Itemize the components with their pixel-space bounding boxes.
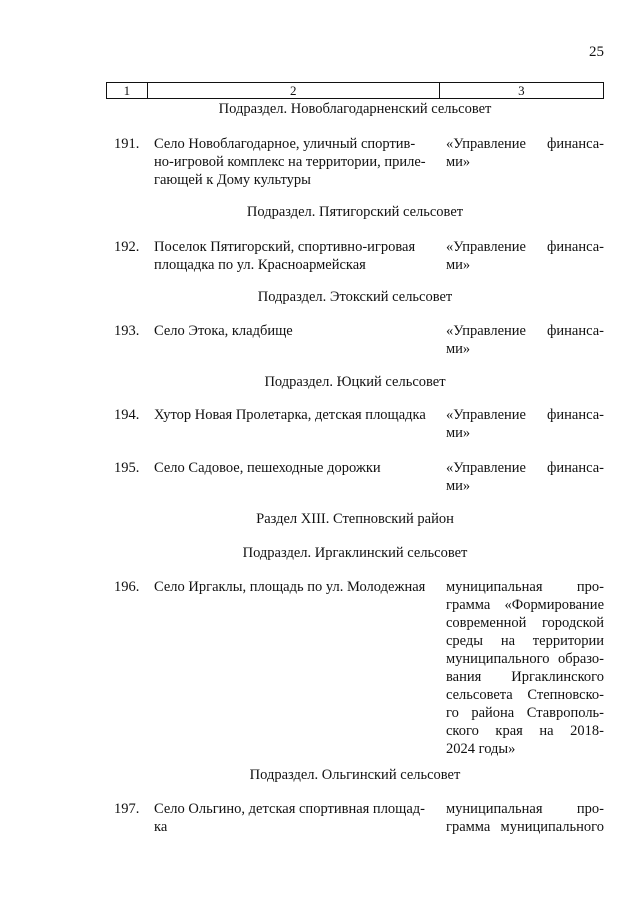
responsible-line [446,614,604,632]
subsection-heading: Подраздел. Иргаклинский сельсовет [242,545,468,561]
responsible-line [446,238,604,256]
object-name-line: Село Этока, кладбище [154,323,293,339]
responsible-line [446,596,604,614]
responsible-line [446,722,604,740]
object-name-line: Село Садовое, пешеходные дорожки [154,460,381,476]
responsible-word: на [539,723,554,739]
responsible-line [446,632,604,650]
responsible-word: муниципального [500,819,604,835]
responsible-word: «Формирование [504,597,604,613]
responsible-party [446,578,604,758]
responsible-word: района [471,705,515,721]
responsible-word: Степновско- [527,687,604,703]
object-name-line: Село Ольгино, детская спортивная площад- [154,801,425,817]
responsible-word: го [446,705,459,721]
header-col-3: 3 [439,83,603,99]
responsible-line [446,668,604,686]
responsible-word: 2018- [570,723,604,739]
header-col-1: 1 [107,83,148,99]
responsible-word: муниципальная [446,579,543,595]
responsible-word: «Управление [446,407,526,423]
responsible-line [446,740,604,758]
section-heading: Раздел XIII. Степновский район [256,511,454,527]
object-name [154,238,438,274]
table-header [106,82,604,99]
row-number: 196. [114,579,140,595]
responsible-party [446,459,604,495]
responsible-word: муниципального [446,651,550,667]
object-name [154,406,438,424]
responsible-party [446,238,604,274]
responsible-line [446,459,604,477]
responsible-word: «Управление [446,239,526,255]
responsible-word: финанса- [547,460,604,476]
responsible-word: про- [576,579,604,595]
responsible-line [446,650,604,668]
object-name [154,322,438,340]
responsible-word: финанса- [547,136,604,152]
responsible-word: среды [446,633,484,649]
responsible-word: современной [446,615,527,631]
responsible-party [446,406,604,442]
object-name [154,135,438,189]
responsible-line [446,424,604,442]
subsection-heading: Подраздел. Новоблагодарненский сельсовет [218,101,492,117]
responsible-line [446,686,604,704]
responsible-word: грамма [446,597,491,613]
responsible-line [446,153,604,171]
responsible-word: территории [532,633,604,649]
object-name-line: Хутор Новая Пролетарка, детская площадка [154,407,426,423]
row-number: 195. [114,460,140,476]
responsible-line [446,256,604,274]
subsection-heading: Подраздел. Ольгинский сельсовет [249,767,461,783]
subsection-heading: Подраздел. Этокский сельсовет [257,289,453,305]
responsible-line [446,340,604,358]
object-name-line: но-игровой комплекс на территории, приле- [154,154,426,170]
responsible-word: ми» [446,154,471,170]
responsible-word: финанса- [547,407,604,423]
responsible-word: Ставрополь- [526,705,604,721]
page-number: 25 [589,44,604,60]
row-number: 197. [114,801,140,817]
responsible-word: «Управление [446,460,526,476]
object-name-line: площадка по ул. Красноармейская [154,257,366,273]
responsible-word: Иргаклинского [511,669,604,685]
responsible-line [446,578,604,596]
responsible-word: «Управление [446,323,526,339]
responsible-word: края [495,723,523,739]
object-name-line: Поселок Пятигорский, спортивно-игровая [154,239,416,255]
responsible-word: на [500,633,516,649]
responsible-word: 2024 годы» [446,741,516,757]
header-col-2: 2 [147,83,439,99]
responsible-line [446,477,604,495]
responsible-party [446,322,604,358]
responsible-word: вания [446,669,482,685]
row-number: 191. [114,136,140,152]
responsible-word: финанса- [547,323,604,339]
responsible-word: ми» [446,478,471,494]
responsible-line [446,704,604,722]
object-name-line: гающей к Дому культуры [154,172,311,188]
object-name-line: Село Иргаклы, площадь по ул. Молодежная [154,579,426,595]
responsible-party [446,135,604,171]
responsible-word: финанса- [547,239,604,255]
subsection-heading: Подраздел. Пятигорский сельсовет [246,204,464,220]
object-name [154,800,438,836]
responsible-word: ского [446,723,479,739]
responsible-word: про- [576,801,604,817]
responsible-word: образо- [557,651,604,667]
object-name-line: Село Новоблагодарное, уличный спортив- [154,136,416,152]
responsible-word: ми» [446,341,471,357]
object-name [154,578,438,596]
subsection-heading: Подраздел. Юцкий сельсовет [264,374,446,390]
responsible-line [446,406,604,424]
object-name [154,459,438,477]
responsible-line [446,322,604,340]
responsible-party [446,800,604,836]
responsible-word: муниципальная [446,801,543,817]
row-number: 192. [114,239,140,255]
responsible-word: ми» [446,425,471,441]
row-number: 193. [114,323,140,339]
responsible-line [446,818,604,836]
responsible-word: ми» [446,257,471,273]
row-number: 194. [114,407,140,423]
object-name-line: ка [154,819,168,835]
responsible-word: городской [541,615,604,631]
responsible-line [446,135,604,153]
responsible-word: сельсовета [446,687,513,703]
responsible-word: «Управление [446,136,526,152]
responsible-word: грамма [446,819,491,835]
responsible-line [446,800,604,818]
